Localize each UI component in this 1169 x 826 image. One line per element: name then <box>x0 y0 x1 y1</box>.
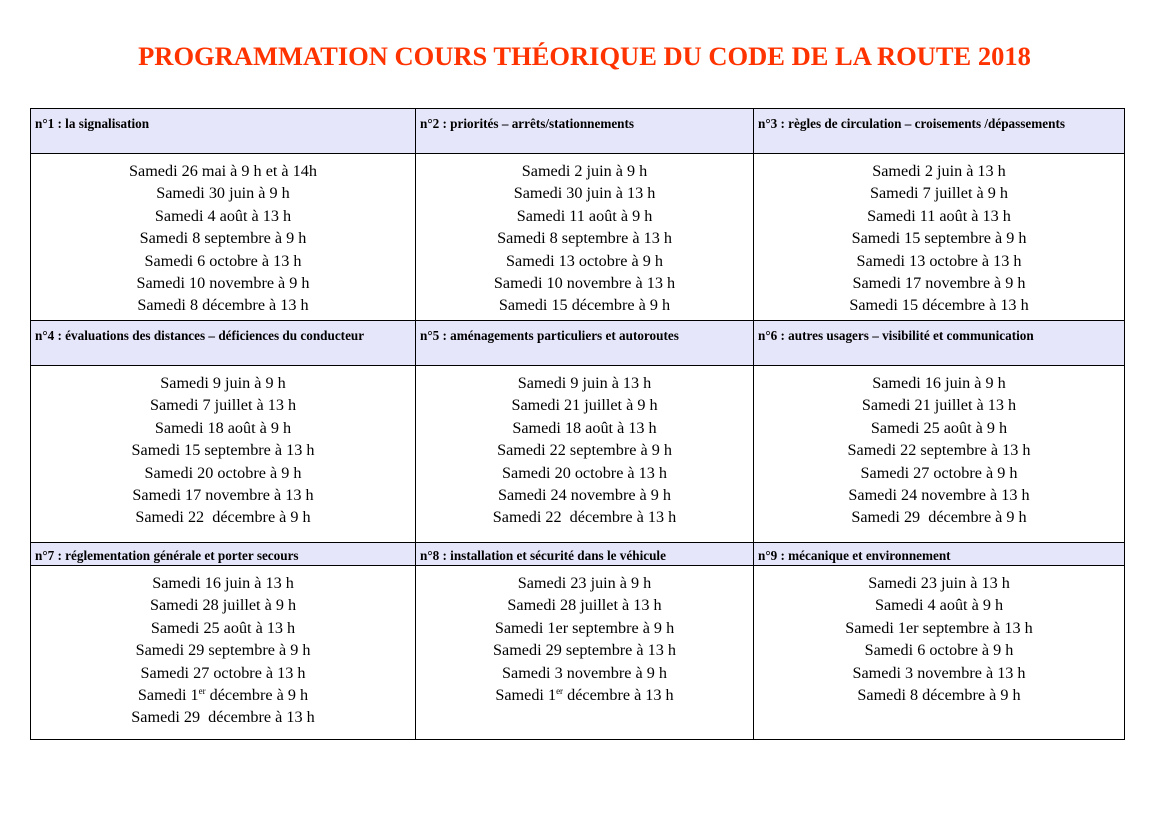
course-date: Samedi 10 novembre à 9 h <box>136 274 310 293</box>
course-date: Samedi 26 mai à 9 h et à 14h <box>129 162 317 180</box>
course-header: n°8 : installation et sécurité dans le véhicule <box>416 543 754 566</box>
course-header: n°4 : évaluations des distances – déficiences du conducteur <box>31 321 416 366</box>
course-date: Samedi 1er septembre à 9 h <box>494 618 675 637</box>
course-date: Samedi 13 octobre à 9 h <box>506 251 663 270</box>
course-date: Samedi 29 décembre à 13 h <box>131 708 315 727</box>
course-dates <box>754 154 1125 321</box>
course-date: Samedi 7 juillet à 9 h <box>869 184 1009 203</box>
course-date: Samedi 1er décembre à 13 h <box>495 686 674 705</box>
course-date: Samedi 29 septembre à 13 h <box>493 641 676 660</box>
dates-row <box>31 154 1125 321</box>
dates-row <box>31 366 1125 543</box>
course-date: Samedi 15 septembre à 9 h <box>851 229 1027 248</box>
course-date: Samedi 2 juin à 13 h <box>872 162 1006 180</box>
course-date: Samedi 21 juillet à 13 h <box>861 396 1017 415</box>
course-date: Samedi 21 juillet à 9 h <box>511 396 658 415</box>
course-dates <box>754 566 1125 740</box>
course-date: Samedi 2 juin à 9 h <box>521 162 648 180</box>
course-header: n°6 : autres usagers – visibilité et communication <box>754 321 1125 366</box>
course-date: Samedi 3 novembre à 13 h <box>852 663 1026 682</box>
course-date: Samedi 22 septembre à 13 h <box>847 441 1031 460</box>
course-date: Samedi 17 novembre à 9 h <box>852 274 1026 293</box>
course-date: Samedi 29 décembre à 9 h <box>851 508 1027 527</box>
course-date: Samedi 18 août à 9 h <box>154 418 292 437</box>
course-header: n°1 : la signalisation <box>31 109 416 154</box>
course-date: Samedi 9 juin à 13 h <box>517 374 652 392</box>
course-date: Samedi 13 octobre à 13 h <box>856 251 1022 270</box>
course-date: Samedi 23 juin à 13 h <box>868 574 1010 592</box>
course-dates <box>416 566 754 740</box>
course-date: Samedi 25 août à 9 h <box>870 418 1008 437</box>
course-date: Samedi 8 décembre à 9 h <box>857 686 1021 705</box>
course-date: Samedi 8 septembre à 9 h <box>139 229 307 248</box>
header-row <box>31 109 1125 154</box>
course-dates <box>31 566 416 740</box>
course-date: Samedi 23 juin à 9 h <box>517 574 652 592</box>
course-dates <box>416 366 754 543</box>
course-date: Samedi 11 août à 13 h <box>867 206 1011 225</box>
header-row <box>31 543 1125 566</box>
course-date: Samedi 17 novembre à 13 h <box>132 486 314 505</box>
course-date: Samedi 27 octobre à 13 h <box>140 663 306 682</box>
course-date: Samedi 8 septembre à 13 h <box>497 229 672 248</box>
course-dates <box>31 154 416 321</box>
course-date: Samedi 24 novembre à 13 h <box>848 486 1030 505</box>
course-header: n°9 : mécanique et environnement <box>754 543 1125 566</box>
course-date: Samedi 15 décembre à 9 h <box>498 296 671 315</box>
course-header: n°2 : priorités – arrêts/stationnements <box>416 109 754 154</box>
course-dates <box>754 366 1125 543</box>
course-date: Samedi 4 août à 9 h <box>874 596 1004 615</box>
course-date: Samedi 1er décembre à 9 h <box>137 686 309 705</box>
course-date: Samedi 10 novembre à 13 h <box>493 274 676 293</box>
course-date: Samedi 22 décembre à 13 h <box>492 508 677 527</box>
course-date: Samedi 16 juin à 13 h <box>152 574 294 592</box>
course-date: Samedi 28 juillet à 9 h <box>149 596 297 615</box>
course-header: n°5 : aménagements particuliers et autoroutes <box>416 321 754 366</box>
course-date: Samedi 15 septembre à 13 h <box>131 441 315 460</box>
course-schedule-table <box>30 108 1125 740</box>
course-date: Samedi 30 juin à 9 h <box>156 184 290 203</box>
course-date: Samedi 4 août à 13 h <box>154 206 292 225</box>
course-date: Samedi 24 novembre à 9 h <box>497 486 672 505</box>
course-date: Samedi 29 septembre à 9 h <box>135 641 311 660</box>
course-header: n°7 : réglementation générale et porter secours <box>31 543 416 566</box>
dates-row <box>31 566 1125 740</box>
course-date: Samedi 28 juillet à 13 h <box>507 596 662 615</box>
course-date: Samedi 18 août à 13 h <box>512 418 657 437</box>
course-date: Samedi 6 octobre à 9 h <box>864 641 1014 660</box>
course-date: Samedi 6 octobre à 13 h <box>144 251 302 270</box>
course-date: Samedi 25 août à 13 h <box>150 618 296 637</box>
course-header: n°3 : règles de circulation – croisements /dépassements <box>754 109 1125 154</box>
course-date: Samedi 11 août à 9 h <box>516 206 653 225</box>
course-date: Samedi 27 octobre à 9 h <box>860 463 1018 482</box>
course-date: Samedi 9 juin à 9 h <box>160 374 286 392</box>
header-row <box>31 321 1125 366</box>
course-date: Samedi 22 décembre à 9 h <box>135 508 311 527</box>
course-date: Samedi 3 novembre à 9 h <box>502 663 667 682</box>
course-dates <box>31 366 416 543</box>
course-date: Samedi 20 octobre à 9 h <box>144 463 302 482</box>
course-date: Samedi 7 juillet à 13 h <box>149 396 297 415</box>
course-date: Samedi 22 septembre à 9 h <box>497 441 672 460</box>
course-date: Samedi 16 juin à 9 h <box>872 374 1006 392</box>
course-date: Samedi 8 décembre à 13 h <box>137 296 309 315</box>
course-dates <box>416 154 754 321</box>
course-date: Samedi 20 octobre à 13 h <box>502 463 667 482</box>
page-title: PROGRAMMATION COURS THÉORIQUE DU CODE DE LA ROUTE 2018 <box>138 41 1031 71</box>
course-date: Samedi 15 décembre à 13 h <box>849 296 1029 315</box>
course-date: Samedi 30 juin à 13 h <box>513 184 656 203</box>
course-date: Samedi 1er septembre à 13 h <box>845 618 1033 637</box>
